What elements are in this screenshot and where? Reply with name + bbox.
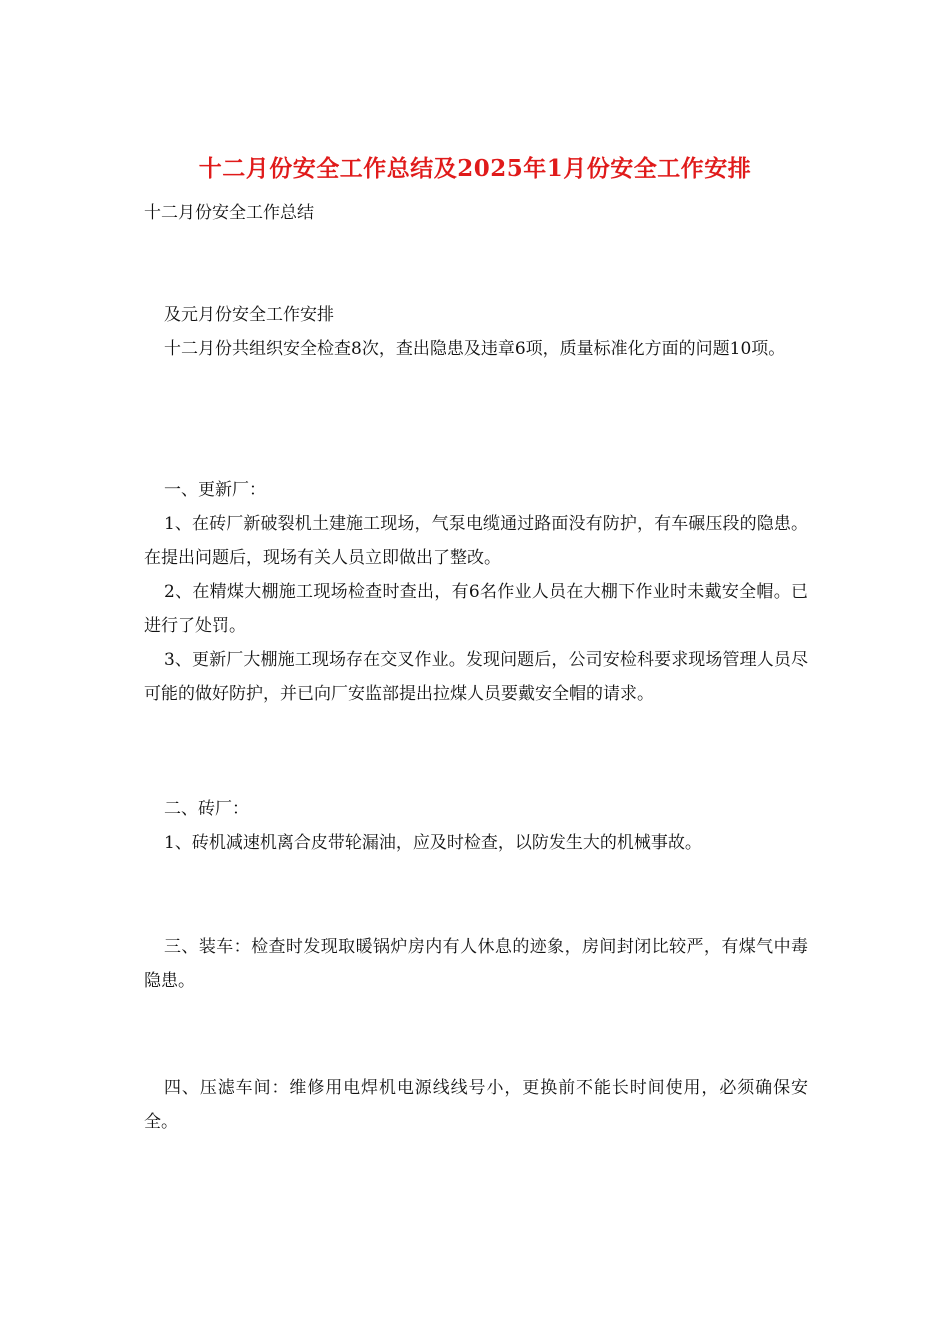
section-1-heading: 一、更新厂： bbox=[164, 480, 266, 500]
section-3-paragraph: 三、装车：检查时发现取暖锅炉房内有人休息的迹象，房间封闭比较严，有煤气中毒隐患。 bbox=[144, 937, 808, 991]
section-1-item-3: 3、更新厂大棚施工现场存在交叉作业。发现问题后，公司安检科要求现场管理人员尽可能的做好防护，并已向厂安监部提出拉煤人员要戴安全帽的请求。 bbox=[144, 650, 808, 704]
document-title: 十二月份安全工作总结及2025年1月份安全工作安排 bbox=[198, 155, 752, 182]
subtitle-line: 十二月份安全工作总结 bbox=[144, 203, 314, 223]
section-2-heading: 二、砖厂： bbox=[164, 799, 249, 819]
intro-paragraph: 十二月份共组织安全检查8次，查出隐患及违章6项，质量标准化方面的问题10项。 bbox=[164, 339, 786, 359]
section-2-item-1: 1、砖机减速机离合皮带轮漏油，应及时检查，以防发生大的机械事故。 bbox=[164, 833, 702, 853]
subtitle-continuation: 及元月份安全工作安排 bbox=[164, 305, 334, 325]
section-1-item-2: 2、在精煤大棚施工现场检查时查出，有6名作业人员在大棚下作业时未戴安全帽。已进行了处罚。 bbox=[144, 582, 808, 636]
section-1-item-1: 1、在砖厂新破裂机土建施工现场，气泵电缆通过路面没有防护，有车碾压段的隐患。在提出问题后，现场有关人员立即做出了整改。 bbox=[144, 514, 808, 568]
section-4-paragraph: 四、压滤车间：维修用电焊机电源线线号小，更换前不能长时间使用，必须确保安全。 bbox=[144, 1078, 808, 1132]
